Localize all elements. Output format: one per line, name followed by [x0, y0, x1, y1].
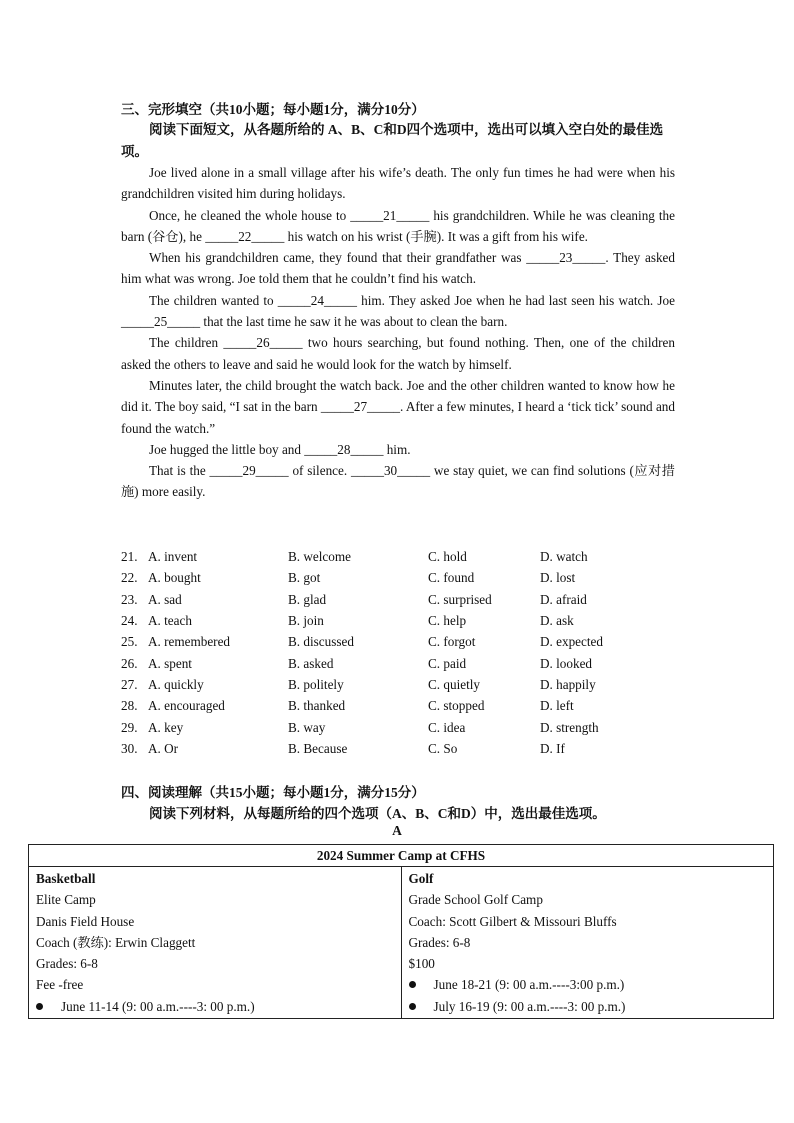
- option-d: D. expected: [540, 634, 603, 650]
- option-c: C. idea: [428, 719, 466, 735]
- bullet-icon: [409, 1003, 416, 1010]
- table-line: Coach (教练): Erwin Claggett: [36, 934, 196, 950]
- option-c: C. So: [428, 741, 458, 757]
- option-a: A. bought: [148, 570, 201, 586]
- question-number: 28.: [121, 698, 138, 714]
- option-row: [121, 589, 681, 610]
- option-a: A. teach: [148, 613, 192, 629]
- question-number: 26.: [121, 655, 138, 671]
- option-d: D. lost: [540, 570, 576, 586]
- option-a: A. quickly: [148, 677, 204, 693]
- option-a: A. Or: [148, 741, 179, 757]
- option-d: D. ask: [540, 613, 574, 629]
- table-line: $100: [408, 956, 435, 972]
- table-line: Coach: Scott Gilbert & Missouri Bluffs: [408, 913, 617, 929]
- option-b: B. welcome: [288, 549, 351, 564]
- passage-label: A: [392, 823, 402, 838]
- option-d: D. looked: [540, 655, 593, 671]
- cloze-passage: [121, 162, 675, 503]
- option-c: C. stopped: [428, 698, 485, 714]
- table-caption: 2024 Summer Camp at CFHS: [29, 845, 774, 867]
- table-line: Grades: 6-8: [408, 934, 471, 950]
- option-d: D. strength: [540, 719, 599, 735]
- option-row: [121, 738, 681, 759]
- option-a: A. key: [148, 719, 184, 735]
- option-row: [121, 653, 681, 674]
- golf-heading: Golf: [408, 871, 434, 886]
- passage-paragraph: Joe lived alone in a small village after his wife’s death. The only fun times he had were when his grandchildren visited him during holidays.: [121, 165, 675, 202]
- question-number: 27.: [121, 677, 138, 693]
- option-d: D. afraid: [540, 591, 587, 607]
- question-number: 22.: [121, 570, 138, 586]
- option-b: B. discussed: [288, 634, 354, 650]
- option-b: B. asked: [288, 655, 334, 671]
- option-b: B. way: [288, 719, 326, 735]
- option-b: B. glad: [288, 591, 327, 607]
- option-row: [121, 610, 681, 631]
- option-a: A. sad: [148, 591, 182, 607]
- passage-paragraph: The children wanted to _____24_____ him. They asked Joe when he had last seen his watch. Joe _____25_____ that the last time he saw it he was about to clean the barn.: [121, 292, 675, 330]
- option-c: C. found: [428, 570, 475, 586]
- option-row: [121, 631, 681, 652]
- option-c: C. quietly: [428, 677, 481, 693]
- option-d: D. happily: [540, 677, 596, 693]
- option-b: B. thanked: [288, 698, 346, 714]
- passage-paragraph: When his grandchildren came, they found that their grandfather was _____23_____. They asked him what was wrong. Joe told them that he couldn’t find his watch.: [121, 250, 675, 287]
- question-number: 25.: [121, 634, 138, 650]
- date-bullet-item: [409, 996, 767, 1017]
- option-row: [121, 567, 681, 588]
- question-number: 21.: [121, 549, 138, 564]
- option-d: D. watch: [540, 549, 588, 564]
- basketball-heading: Basketball: [36, 871, 96, 886]
- date-text: June 11-14 (9: 00 a.m.----3: 00 p.m.): [61, 998, 255, 1014]
- option-d: D. If: [540, 741, 565, 757]
- option-a: A. invent: [148, 549, 198, 564]
- question-number: 29.: [121, 719, 138, 735]
- date-bullet-item: [409, 974, 767, 995]
- table-line: Elite Camp: [36, 892, 96, 908]
- section3-instruction: 阅读下面短文，从各题所给的 A、B、C和D四个选项中，选出可以填入空白处的最佳选项。: [121, 122, 664, 159]
- option-c: C. help: [428, 613, 467, 629]
- table-line: Fee -free: [36, 977, 84, 993]
- cloze-options: [121, 546, 681, 759]
- option-c: C. surprised: [428, 591, 492, 607]
- option-b: B. politely: [288, 677, 344, 693]
- table-line: Danis Field House: [36, 913, 135, 929]
- question-number: 30.: [121, 741, 138, 757]
- option-row: [121, 674, 681, 695]
- table-line: Grade School Golf Camp: [408, 892, 543, 908]
- golf-column: [401, 867, 774, 1019]
- option-c: C. hold: [428, 549, 467, 564]
- option-a: A. remembered: [148, 634, 231, 650]
- passage-paragraph: Joe hugged the little boy and _____28_____ him.: [149, 441, 411, 457]
- option-a: A. encouraged: [148, 698, 225, 714]
- passage-paragraph: Minutes later, the child brought the watch back. Joe and the other children wanted to know how he did it. The boy said, “I sat in the barn _____27_____. After a few minutes, I heard a ‘tick tick’ sound and found the watch.”: [121, 377, 675, 436]
- section4-title: 四、阅读理解（共15小题；每小题1分，满分15分）: [121, 785, 425, 800]
- passage-paragraph: The children _____26_____ two hours searching, but found nothing. Then, one of the children asked the others to leave and said he would look for the watch by himself.: [121, 335, 675, 372]
- question-number: 23.: [121, 591, 138, 607]
- section3-title: 三、完形填空（共10小题；每小题1分，满分10分）: [121, 102, 425, 117]
- option-c: C. forgot: [428, 634, 476, 650]
- basketball-column: [29, 867, 402, 1019]
- bullet-icon: [36, 1003, 43, 1010]
- date-text: June 18-21 (9: 00 a.m.----3:00 p.m.): [433, 977, 625, 993]
- bullet-icon: [409, 981, 416, 988]
- table-line: Grades: 6-8: [36, 956, 98, 972]
- option-row: [121, 717, 681, 738]
- option-row: [121, 546, 681, 567]
- passage-paragraph: Once, he cleaned the whole house to _____21_____ his grandchildren. While he was cleaning the barn (谷仓), he _____22_____ his watch on his wrist (手腕). It was a gift from his wife.: [121, 207, 675, 244]
- option-b: B. join: [288, 613, 324, 629]
- option-b: B. Because: [288, 741, 348, 757]
- summer-camp-table: [28, 844, 774, 1019]
- passage-paragraph: That is the _____29_____ of silence. _____30_____ we stay quiet, we can find solutions (应对措施) more easily.: [121, 463, 675, 500]
- section4-instruction: 阅读下列材料，从每题所给的四个选项（A、B、C和D）中，选出最佳选项。: [149, 806, 606, 821]
- option-d: D. left: [540, 698, 574, 714]
- question-number: 24.: [121, 613, 138, 629]
- option-a: A. spent: [148, 655, 192, 671]
- option-c: C. paid: [428, 655, 467, 671]
- date-bullet-item: [36, 996, 394, 1017]
- option-b: B. got: [288, 570, 321, 586]
- option-row: [121, 695, 681, 716]
- date-text: July 16-19 (9: 00 a.m.----3: 00 p.m.): [433, 998, 626, 1014]
